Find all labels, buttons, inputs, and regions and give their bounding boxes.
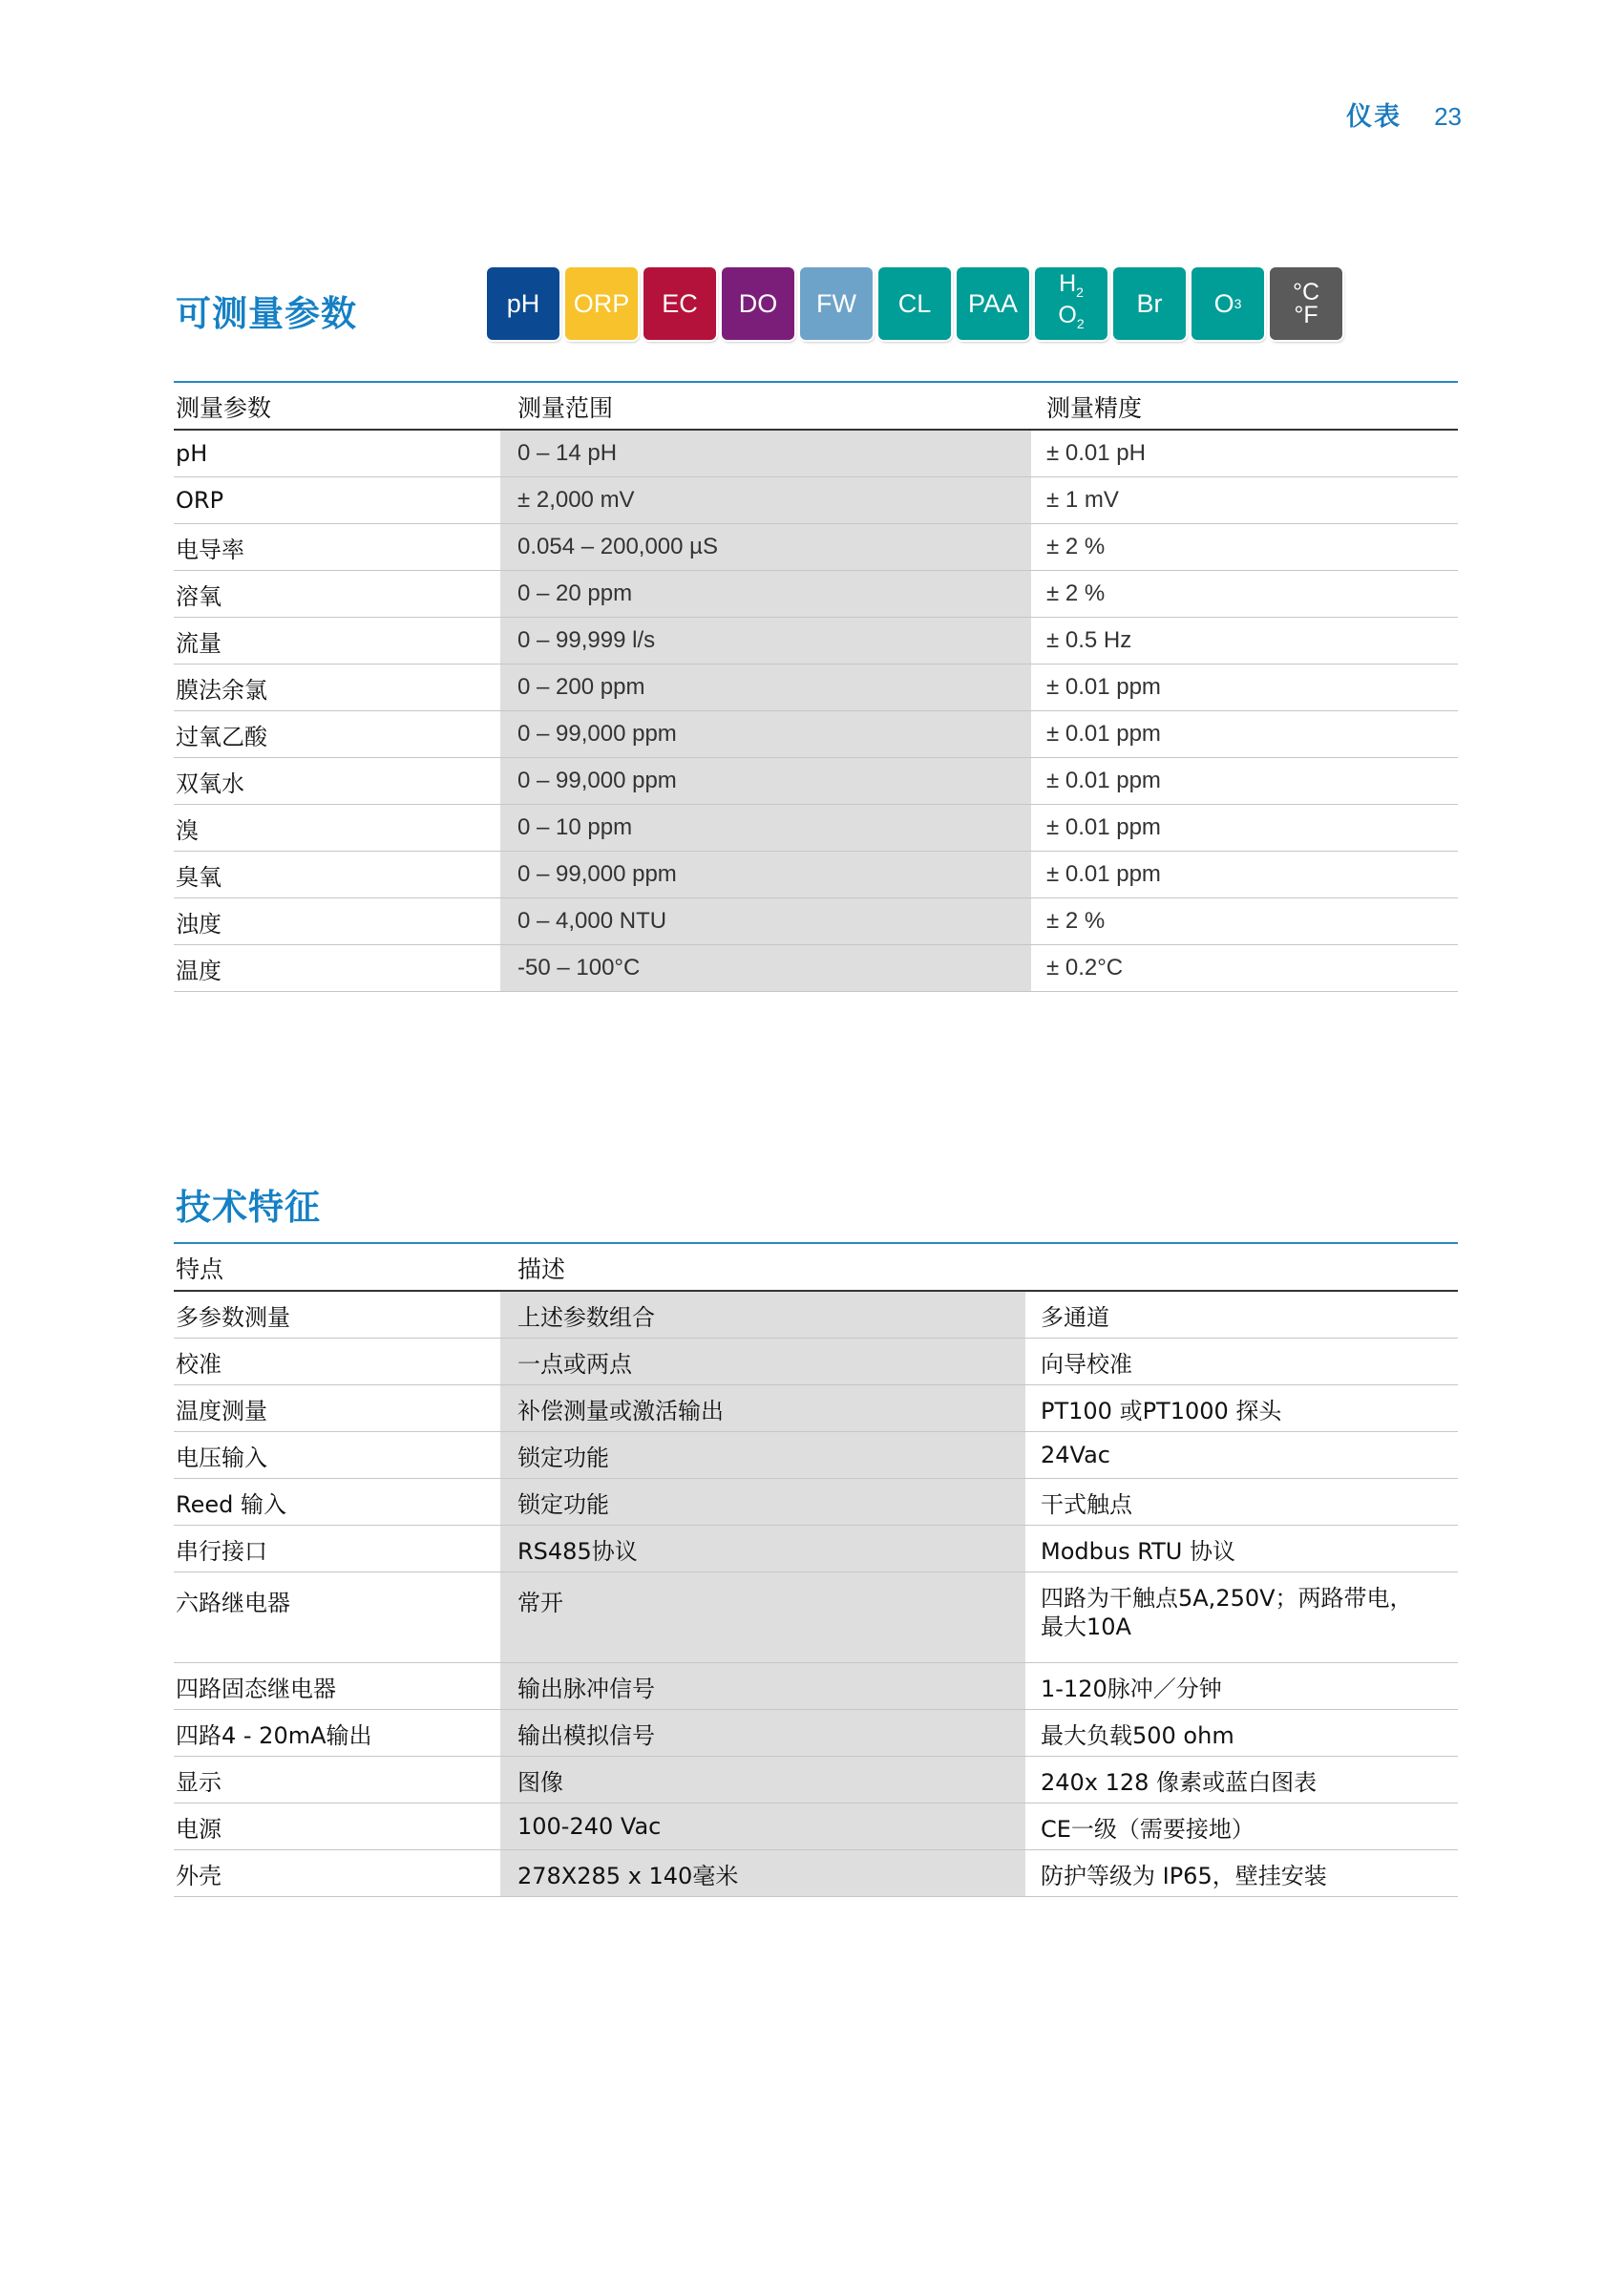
parameter-badges <box>487 267 1342 340</box>
row-label-cell: 流量 <box>174 618 500 664</box>
value-cell: 向导校准 <box>1025 1339 1458 1385</box>
value-cell: ± 0.01 pH <box>1031 430 1458 477</box>
row-label-cell: 校准 <box>174 1339 500 1385</box>
row-label-cell: 六路继电器 <box>174 1572 500 1663</box>
value-cell: ± 0.01 ppm <box>1031 852 1458 898</box>
table-row <box>174 477 1458 524</box>
table-row <box>174 618 1458 664</box>
row-label-cell: 臭氧 <box>174 852 500 898</box>
table-row <box>174 1572 1458 1663</box>
range-cell: ± 2,000 mV <box>500 477 1031 524</box>
section-rule <box>174 1242 1458 1244</box>
table-row <box>174 1479 1458 1526</box>
table-row <box>174 758 1458 805</box>
row-label-cell: 双氧水 <box>174 758 500 805</box>
value-cell: ± 1 mV <box>1031 477 1458 524</box>
value-cell: ± 0.01 ppm <box>1031 805 1458 852</box>
range-cell: 0 – 4,000 NTU <box>500 898 1031 945</box>
range-cell: 0.054 – 200,000 µS <box>500 524 1031 571</box>
table-row <box>174 571 1458 618</box>
parameter-badge <box>957 267 1029 340</box>
badge-subscript: 3 <box>1234 296 1242 311</box>
badge-subscript: 2 <box>1076 285 1084 300</box>
range-cell: 0 – 99,999 l/s <box>500 618 1031 664</box>
column-header: 测量精度 <box>1031 384 1458 430</box>
parameter-badge <box>800 267 873 340</box>
badge-label-bottom: O <box>1058 302 1077 328</box>
value-cell: ± 2 % <box>1031 571 1458 618</box>
row-label-cell: 浊度 <box>174 898 500 945</box>
row-label-cell: 温度测量 <box>174 1385 500 1432</box>
row-label-cell: ORP <box>174 477 500 524</box>
row-label-cell: 溴 <box>174 805 500 852</box>
range-cell: 0 – 99,000 ppm <box>500 758 1031 805</box>
value-cell: ± 2 % <box>1031 898 1458 945</box>
table-header-row <box>174 384 1458 430</box>
range-cell: 锁定功能 <box>500 1432 1025 1479</box>
range-cell: 0 – 10 ppm <box>500 805 1031 852</box>
range-cell: 图像 <box>500 1757 1025 1803</box>
row-label-cell: 膜法余氯 <box>174 664 500 711</box>
value-cell: ± 0.2°C <box>1031 945 1458 992</box>
range-cell: 0 – 20 ppm <box>500 571 1031 618</box>
range-cell: 上述参数组合 <box>500 1291 1025 1339</box>
range-cell: 输出脉冲信号 <box>500 1663 1025 1710</box>
table-row <box>174 1526 1458 1572</box>
section-rule <box>174 381 1458 383</box>
parameter-badge <box>1270 267 1342 340</box>
badge-label: EC <box>662 288 698 318</box>
column-header: 特点 <box>174 1245 500 1291</box>
value-cell: 24Vac <box>1025 1432 1458 1479</box>
row-label-cell: Reed 输入 <box>174 1479 500 1526</box>
table-row <box>174 1663 1458 1710</box>
row-label-cell: 溶氧 <box>174 571 500 618</box>
value-cell: ± 0.01 ppm <box>1031 758 1458 805</box>
table-row <box>174 1291 1458 1339</box>
value-cell: 干式触点 <box>1025 1479 1458 1526</box>
table-row <box>174 945 1458 992</box>
table-header-row <box>174 1245 1458 1291</box>
badge-label-top: H <box>1059 270 1077 297</box>
badge-label-top: °C <box>1292 279 1320 306</box>
range-cell: 锁定功能 <box>500 1479 1025 1526</box>
table-row <box>174 1757 1458 1803</box>
table-row <box>174 1803 1458 1850</box>
measurable-title: 可测量参数 <box>176 293 357 334</box>
badge-label: PAA <box>967 288 1019 318</box>
value-cell: 240x 128 像素或蓝白图表 <box>1025 1757 1458 1803</box>
table-row <box>174 805 1458 852</box>
badge-row <box>1059 272 1084 304</box>
badge-label: DO <box>738 288 778 318</box>
badge-label: ORP <box>573 288 630 318</box>
row-label-cell: 电压输入 <box>174 1432 500 1479</box>
value-cell: 多通道 <box>1025 1291 1458 1339</box>
badge-row <box>1058 304 1084 335</box>
row-label-cell: 电源 <box>174 1803 500 1850</box>
table-row <box>174 1339 1458 1385</box>
table-row <box>174 664 1458 711</box>
row-label-cell: 显示 <box>174 1757 500 1803</box>
table-row <box>174 430 1458 477</box>
table-row <box>174 898 1458 945</box>
parameter-badge <box>1192 267 1264 340</box>
table-row <box>174 1385 1458 1432</box>
row-label-cell: 四路4 - 20mA输出 <box>174 1710 500 1757</box>
badge-label: O <box>1213 288 1234 318</box>
table-row <box>174 1850 1458 1897</box>
range-cell: 补偿测量或激活输出 <box>500 1385 1025 1432</box>
table-row <box>174 524 1458 571</box>
range-cell: 0 – 99,000 ppm <box>500 711 1031 758</box>
measurable-table <box>174 384 1458 992</box>
parameter-badge <box>565 267 638 340</box>
column-header: 描述 <box>500 1245 1025 1291</box>
badge-label: pH <box>506 288 540 318</box>
row-label-cell: 外壳 <box>174 1850 500 1897</box>
range-cell: 常开 <box>500 1572 1025 1663</box>
table-row <box>174 852 1458 898</box>
value-cell: 1-120脉冲／分钟 <box>1025 1663 1458 1710</box>
column-header <box>1025 1245 1458 1291</box>
row-label-cell: 过氧乙酸 <box>174 711 500 758</box>
table-row <box>174 711 1458 758</box>
row-label-cell: 电导率 <box>174 524 500 571</box>
row-label-cell: pH <box>174 430 500 477</box>
row-label-cell: 温度 <box>174 945 500 992</box>
parameter-badge <box>1113 267 1186 340</box>
badge-label: FW <box>816 288 856 318</box>
badge-label: Br <box>1136 288 1163 318</box>
row-label-cell: 串行接口 <box>174 1526 500 1572</box>
value-cell: ± 0.01 ppm <box>1031 664 1458 711</box>
badge-label: CL <box>897 288 932 318</box>
range-cell: 0 – 14 pH <box>500 430 1031 477</box>
features-title: 技术特征 <box>176 1187 321 1228</box>
value-cell: ± 2 % <box>1031 524 1458 571</box>
parameter-badge <box>643 267 716 340</box>
value-cell: 四路为干触点5A,250V；两路带电， 最大10A <box>1025 1572 1458 1663</box>
section-name: 仪表 <box>1346 102 1403 132</box>
parameter-badge <box>878 267 951 340</box>
value-cell: 防护等级为 IP65，壁挂安装 <box>1025 1850 1458 1897</box>
value-cell: 最大负载500 ohm <box>1025 1710 1458 1757</box>
value-cell: PT100 或PT1000 探头 <box>1025 1385 1458 1432</box>
parameter-badge <box>722 267 794 340</box>
value-cell: ± 0.5 Hz <box>1031 618 1458 664</box>
column-header: 测量范围 <box>500 384 1031 430</box>
range-cell: 100-240 Vac <box>500 1803 1025 1850</box>
badge-label-bottom: °F <box>1294 302 1318 328</box>
range-cell: 输出模拟信号 <box>500 1710 1025 1757</box>
parameter-badge <box>487 267 559 340</box>
row-label-cell: 多参数测量 <box>174 1291 500 1339</box>
range-cell: 0 – 200 ppm <box>500 664 1031 711</box>
page-header <box>1346 95 1462 133</box>
features-table <box>174 1245 1458 1897</box>
table-row <box>174 1710 1458 1757</box>
page-number: 23 <box>1434 102 1462 131</box>
row-label-cell: 四路固态继电器 <box>174 1663 500 1710</box>
range-cell: -50 – 100°C <box>500 945 1031 992</box>
range-cell: RS485协议 <box>500 1526 1025 1572</box>
value-cell: Modbus RTU 协议 <box>1025 1526 1458 1572</box>
table-row <box>174 1432 1458 1479</box>
parameter-badge <box>1035 267 1107 340</box>
range-cell: 一点或两点 <box>500 1339 1025 1385</box>
range-cell: 278X285 x 140毫米 <box>500 1850 1025 1897</box>
value-cell: ± 0.01 ppm <box>1031 711 1458 758</box>
badge-subscript: 2 <box>1076 316 1085 331</box>
range-cell: 0 – 99,000 ppm <box>500 852 1031 898</box>
value-cell: CE一级（需要接地） <box>1025 1803 1458 1850</box>
column-header: 测量参数 <box>174 384 500 430</box>
